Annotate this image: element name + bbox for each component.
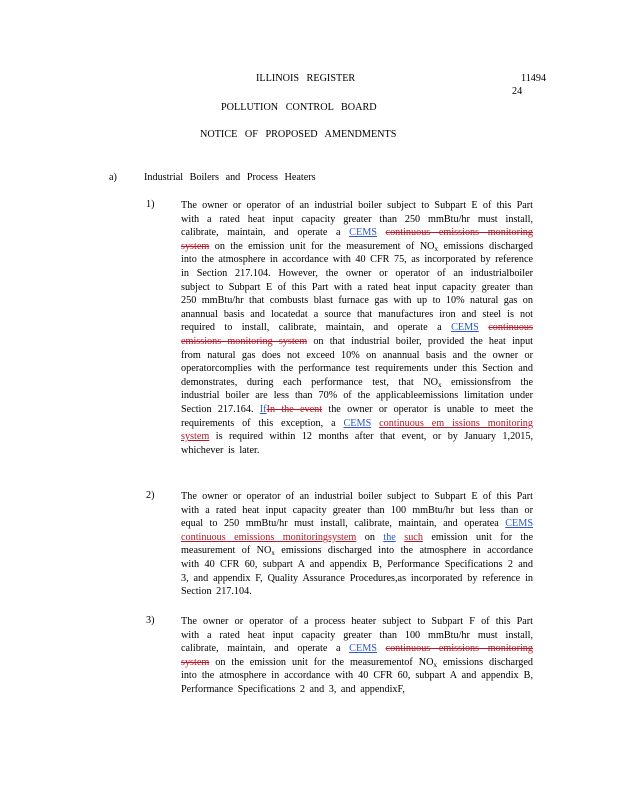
inserted-text: continuous em issions monitoring system (181, 417, 533, 443)
text: on (356, 531, 384, 543)
text: emissions discharged into the atmosphere in accordance with 40 CFR 60, subpart A and appendix B, Performance Specifications 2 and 3, and appendix F, Quality Assurance Procedures,as incorporated by reference in Section 217.104. (181, 545, 533, 598)
text: The owner or operator of an industrial boiler subject to Subpart E of this Part with a rated heat input capacity greater than 100 mmBtu/hr but less than or equal to 250 mmBtu/hr must install, calibrate, maintain, and operatea (181, 491, 533, 530)
agency-title: POLLUTION CONTROL BOARD (221, 102, 377, 113)
subscript: x (433, 660, 437, 669)
text: emissions discharged into the atmosphere in accordance with 40 CFR 75, as incorporated by reference in Section 217.104. However, the owner or operator of an industrialboiler subject to Subpart E of this Part with a rated heat input capacity greater than 250 mmBtu/hr that combusts blast furnace gas with up to 10% natural gas on anannual basis and locatedat a source that manufactures iron and steel is not required to install, calibrate, maintain, and operate a (181, 240, 533, 334)
text: on the emission unit for the measurementof NO (209, 656, 434, 668)
inserted-text: CEMS (505, 518, 533, 530)
text: emissions discharged into the atmosphere in accordance with 40 CFR 60, subpart A and appendix B, Performance Specifications 2 and 3, and appendixF, (181, 656, 533, 695)
section-label: a) (109, 172, 117, 183)
deleted-text: continuous emissions monitoring system (181, 322, 533, 347)
subscript: x (271, 549, 275, 558)
inserted-text: continuous emissions monitoringsystem (181, 531, 357, 543)
inserted-text: CEMS (349, 643, 377, 655)
inserted-text: CEMS (343, 417, 372, 429)
text: emission unit for the measurement of NO (181, 531, 533, 557)
notice-title: NOTICE OF PROPOSED AMENDMENTS (200, 129, 397, 140)
text: is required within 12 months after that event, or by January 1,2015, whichever is later. (181, 431, 533, 456)
section-title: Industrial Boilers and Process Heaters (144, 172, 316, 183)
paragraph-1 (181, 199, 533, 457)
inserted-text: the (383, 531, 396, 543)
item-number: 1) (146, 199, 155, 210)
paragraph-2 (181, 490, 533, 599)
text: The owner or operator of a process heater subject to Subpart F of this Part with a rated heat input capacity greater than 100 mmBtu/hr must install, calibrate, maintain, and operate a (181, 616, 533, 655)
inserted-text: such (404, 531, 423, 543)
item-number: 2) (146, 490, 155, 501)
subscript: x (437, 380, 442, 389)
paragraph-3 (181, 615, 533, 697)
deleted-text: continuous emissions monitoring system (181, 227, 533, 252)
subscript: x (434, 244, 439, 253)
inserted-text: CEMS (349, 227, 377, 239)
page-number: 11494 (521, 73, 547, 84)
deleted-text: continuous emissions monitoring system (181, 643, 533, 668)
text: the owner or operator is unable to meet the requirements of this exception, a (181, 403, 534, 429)
text: on the emission unit for the measurement of NO (209, 240, 435, 252)
register-title: ILLINOIS REGISTER (256, 73, 356, 84)
inserted-text: If (259, 403, 267, 415)
issue-number: 24 (512, 86, 523, 97)
deleted-text: In the event (266, 403, 323, 415)
text: on that industrial boiler, provided the heat input from natural gas does not exceed 10% on anannual basis and the owner or operatorcomplies with the performance test requirements under this Section and demonstrates, during each performance test, that NO (181, 335, 534, 388)
text: emissionsfrom the industrial boiler are less than 70% of the applicableemissions limitation under Section 217.164. (181, 376, 533, 415)
text: The owner or operator of an industrial boiler subject to Subpart E of this Part with a rated heat input capacity greater than 250 mmBtu/hr must install, calibrate, maintain, and operate a (181, 200, 533, 239)
inserted-text: CEMS (451, 322, 479, 334)
item-number: 3) (146, 615, 155, 626)
